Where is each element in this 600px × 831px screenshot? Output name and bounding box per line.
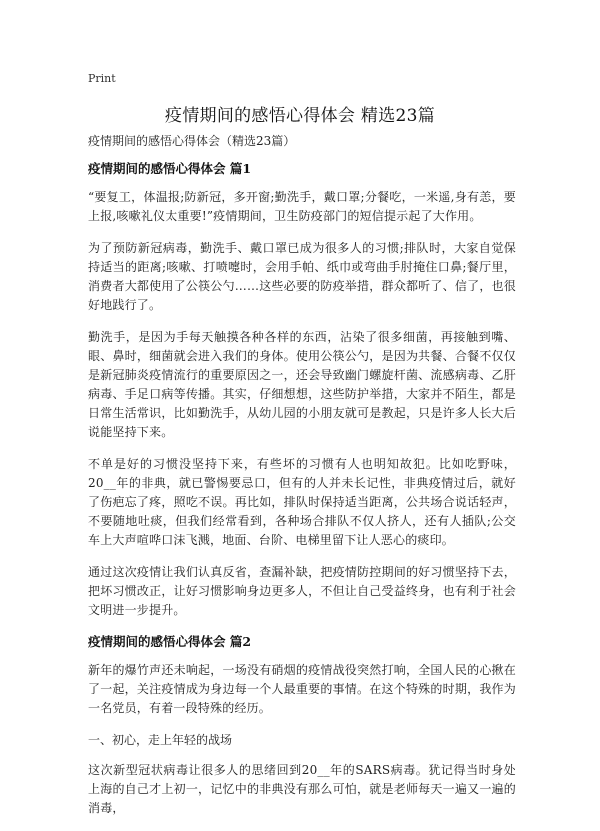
document-body <box>88 132 516 831</box>
paragraph: 新年的爆竹声还未响起，一场没有硝烟的疫情战役突然打响，全国人民的心揪在了一起，关注疫情成为身边每一个人最重要的事情。在这个特殊的时期，我作为一名党员，有着一段特殊的经历。 <box>88 663 516 715</box>
paragraph: “要复工，体温报;防新冠，多开窗;勤洗手，戴口罩;分餐吃，一米遥,身有恙，要上报,咳嗽礼仪太重要!”疫情期间，卫生防疫部门的短信提示起了大作用。 <box>88 190 516 223</box>
paragraph: 为了预防新冠病毒，勤洗手、戴口罩已成为很多人的习惯;排队时，大家自觉保持适当的距离;咳嗽、打喷嚏时，会用手帕、纸巾或弯曲手肘掩住口鼻;餐厅里，消费者大都使用了公筷公勺……这些必要的防疫举措，群众都听了、信了，也很好地践行了。 <box>88 241 516 312</box>
paragraph: 勤洗手，是因为手每天触摸各种各样的东西，沾染了很多细菌，再接触到嘴、眼、鼻时，细菌就会进入我们的身体。使用公筷公勺，是因为共餐、合餐不仅仅是新冠肺炎疫情流行的重要原因之一，还会导致幽门螺旋杆菌、流感病毒、乙肝病毒、手足口病等传播。其实，仔细想想，这些防护举措，大家并不陌生，都是日常生活常识，比如勤洗手，从幼儿园的小朋友就可是教起，只是许多人长大后说能坚持下来。 <box>88 330 516 439</box>
sub-heading: 一、初心，走上年轻的战场 <box>88 733 233 747</box>
paragraph: 通过这次疫情让我们认真反省，查漏补缺，把疫情防控期间的好习惯坚持下去，把坏习惯改正，让好习惯影响身边更多人，不但让自己受益终身，也有利于社会文明进一步提升。 <box>88 565 516 617</box>
paragraph: 这次新型冠状病毒让很多人的思绪回到20__年的SARS病毒。犹记得当时身处上海的自己才上初一，记忆中的非典没有那么可怕，就是老师每天一遍又一遍的消毒， <box>88 763 516 815</box>
document-subtitle: 疫情期间的感悟心得体会（精选23篇） <box>88 134 296 148</box>
paragraph: 不单是好的习惯没坚持下来，有些坏的习惯有人也明知故犯。比如吃野味，20__年的非典，就已警惕要忌口，但有的人并未长记性，非典疫情过后，就好了伤疤忘了疼，照吃不误。再比如，排队时保持适当距离，公共场合说话轻声，不要随地吐痰，但我们经常看到，各种场合排队不仅人挤人，还有人插队;公交车上大声喧哗口沫飞溅，地面、台阶、电梯里留下让人恶心的痰印。 <box>88 457 516 547</box>
section-heading-2: 疫情期间的感悟心得体会 篇2 <box>88 634 252 649</box>
section-heading-1: 疫情期间的感悟心得体会 篇1 <box>88 161 252 176</box>
print-label[interactable]: Print <box>88 72 116 85</box>
page-title: 疫情期间的感悟心得体会 精选23篇 <box>164 106 436 126</box>
